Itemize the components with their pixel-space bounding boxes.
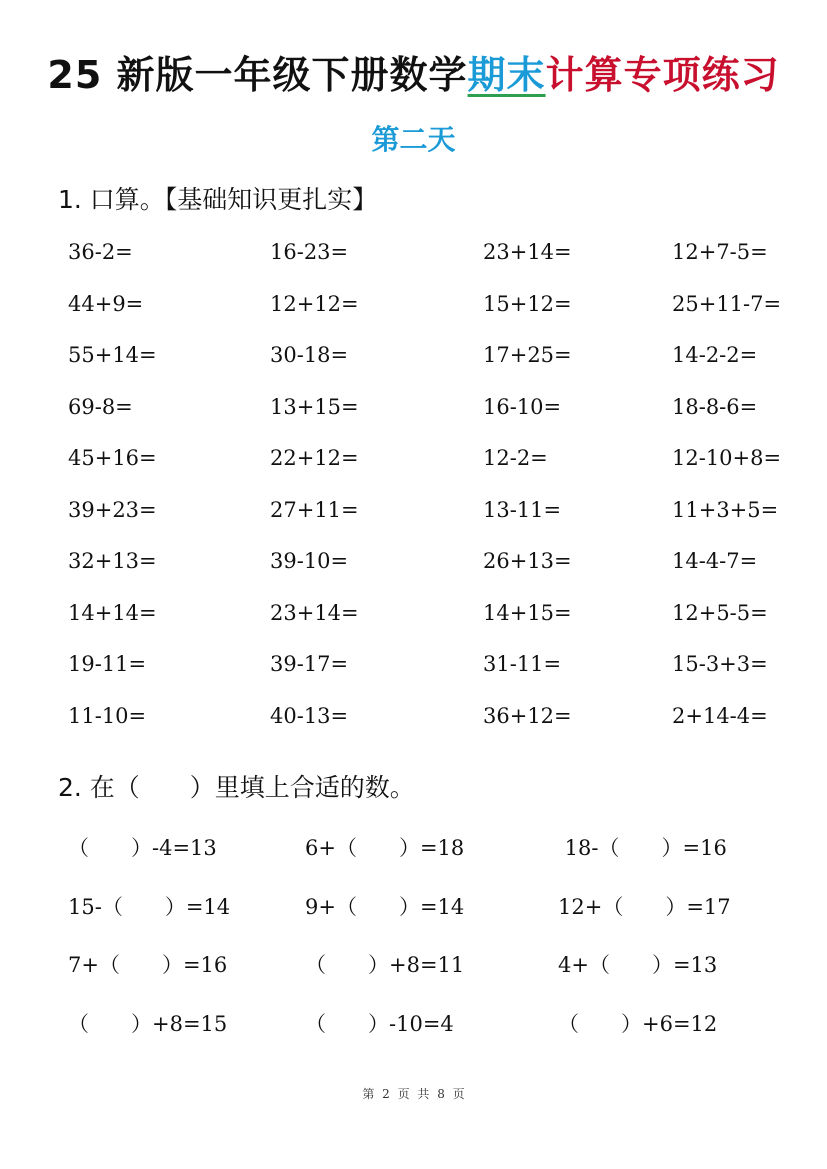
fill-blank-problem: 15-（ ）=14 — [68, 894, 231, 919]
fill-blank-problem: （ ）+8=15 — [68, 1011, 228, 1036]
oral-problem: 31-11= — [483, 652, 562, 676]
oral-problem: 12-10+8= — [672, 446, 782, 470]
fill-blank-problem: （ ）-4=13 — [68, 836, 217, 860]
oral-problem: 25+11-7= — [672, 291, 782, 316]
title-part3: 计算专项练习 — [545, 53, 780, 97]
title-part1: 25 新版一年级下册数学 — [47, 53, 468, 97]
oral-problem: 12-2= — [483, 446, 548, 470]
oral-problem: 17+25= — [483, 343, 572, 367]
oral-problem: 44+9= — [68, 291, 144, 316]
oral-problem: 55+14= — [68, 343, 157, 367]
oral-problem: 11-10= — [68, 703, 147, 728]
fill-blank-problem: 4+（ ）=13 — [558, 953, 718, 977]
oral-problem: 12+12= — [270, 291, 359, 316]
oral-problem: 30-18= — [270, 343, 349, 367]
oral-problem: 13-11= — [483, 497, 562, 522]
oral-problem: 39-17= — [270, 652, 349, 676]
oral-problem: 11+3+5= — [672, 497, 779, 522]
oral-problem: 18-8-6= — [672, 394, 758, 419]
oral-problem: 32+13= — [68, 549, 157, 573]
page-title — [0, 44, 827, 99]
fill-blank-problem: （ ）-10=4 — [305, 1011, 454, 1036]
oral-problem: 39+23= — [68, 497, 157, 522]
oral-problem: 14+15= — [483, 600, 572, 625]
oral-problem: 19-11= — [68, 652, 147, 676]
oral-problem: 22+12= — [270, 446, 359, 470]
fill-blank-problem: 9+（ ）=14 — [305, 894, 465, 919]
oral-problem: 14-2-2= — [672, 343, 758, 367]
oral-problem: 14-4-7= — [672, 549, 758, 573]
oral-problem: 39-10= — [270, 549, 349, 573]
oral-problem: 16-23= — [270, 240, 349, 264]
oral-problem: 36-2= — [68, 240, 133, 264]
oral-problem: 27+11= — [270, 497, 359, 522]
oral-problem: 40-13= — [270, 703, 349, 728]
oral-problem: 23+14= — [270, 600, 359, 625]
fill-blank-problem: 12+（ ）=17 — [558, 894, 731, 919]
oral-problem: 14+14= — [68, 600, 157, 625]
section2-heading: 2. 在（ ）里填上合适的数。 — [58, 773, 415, 802]
fill-blank-problem: 18-（ ）=16 — [558, 836, 727, 860]
oral-problem: 13+15= — [270, 394, 359, 419]
section1-heading: 1. 口算。【基础知识更扎实】 — [58, 185, 378, 214]
fill-blank-problem: （ ）+6=12 — [558, 1011, 718, 1036]
oral-problem: 69-8= — [68, 394, 133, 419]
oral-problem: 26+13= — [483, 549, 572, 573]
fill-blank-problem: （ ）+8=11 — [305, 953, 465, 977]
oral-problem: 12+7-5= — [672, 240, 768, 264]
oral-problem: 45+16= — [68, 446, 157, 470]
oral-problem: 15-3+3= — [672, 652, 768, 676]
oral-problem: 36+12= — [483, 703, 572, 728]
page-footer: 第 2 页 共 8 页 — [362, 1087, 465, 1101]
oral-problem: 23+14= — [483, 240, 572, 264]
fill-blank-problem: 7+（ ）=16 — [68, 953, 228, 977]
fill-blank-problem: 6+（ ）=18 — [305, 836, 465, 860]
oral-problem: 2+14-4= — [672, 703, 768, 728]
oral-problem: 16-10= — [483, 394, 562, 419]
day-subtitle: 第二天 — [371, 123, 456, 156]
oral-problem: 12+5-5= — [672, 600, 768, 625]
title-part2: 期末 — [467, 53, 546, 97]
oral-problem: 15+12= — [483, 291, 572, 316]
